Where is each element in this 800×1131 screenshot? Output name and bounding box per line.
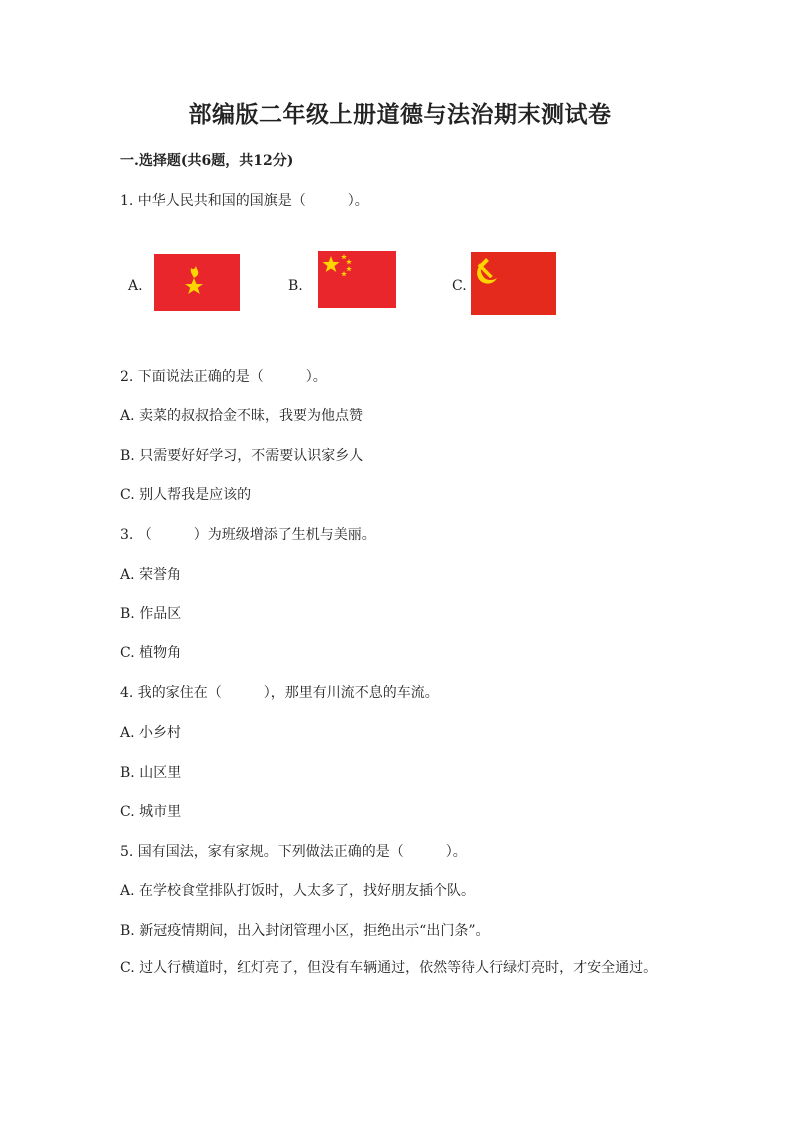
youth-pioneer-flag-icon <box>154 254 240 311</box>
option-5-c: C. 过人行横道时，红灯亮了，但没有车辆通过，依然等待人行绿灯亮时，才安全通过。 <box>120 960 658 976</box>
question-5-stem: 5. 国有国法，家有家规。下列做法正确的是（ ）。 <box>120 844 467 860</box>
question-1-stem: 1. 中华人民共和国的国旗是（ ）。 <box>120 193 369 209</box>
option-4-a: A. 小乡村 <box>120 725 182 741</box>
option-4-b: B. 山区里 <box>120 765 182 781</box>
option-2-c: C. 别人帮我是应该的 <box>120 487 252 503</box>
page-title: 部编版二年级上册道德与法治期末测试卷 <box>188 101 612 128</box>
option-3-b: B. 作品区 <box>120 606 182 622</box>
question-4-stem: 4. 我的家住在（ ），那里有川流不息的车流。 <box>120 685 439 701</box>
question-3-stem: 3. （ ）为班级增添了生机与美丽。 <box>120 527 376 543</box>
section-heading: 一.选择题(共6题，共12分) <box>120 153 294 169</box>
option-5-a: A. 在学校食堂排队打饭时，人太多了，找好朋友插个队。 <box>120 883 476 899</box>
option-label: C. <box>452 278 467 294</box>
option-3-a: A. 荣誉角 <box>120 567 182 583</box>
option-4-c: C. 城市里 <box>120 804 182 820</box>
option-label: B. <box>288 278 303 294</box>
party-flag-hammer-sickle-icon <box>471 252 556 315</box>
question-2-stem: 2. 下面说法正确的是（ ）。 <box>120 369 327 385</box>
five-star-red-flag-icon <box>318 251 396 308</box>
option-5-b: B. 新冠疫情期间，出入封闭管理小区，拒绝出示“出门条”。 <box>120 923 490 939</box>
option-label: A. <box>128 278 143 294</box>
option-2-a: A. 卖菜的叔叔拾金不昧，我要为他点赞 <box>120 408 364 424</box>
option-3-c: C. 植物角 <box>120 645 182 661</box>
option-2-b: B. 只需要好好学习，不需要认识家乡人 <box>120 448 364 464</box>
